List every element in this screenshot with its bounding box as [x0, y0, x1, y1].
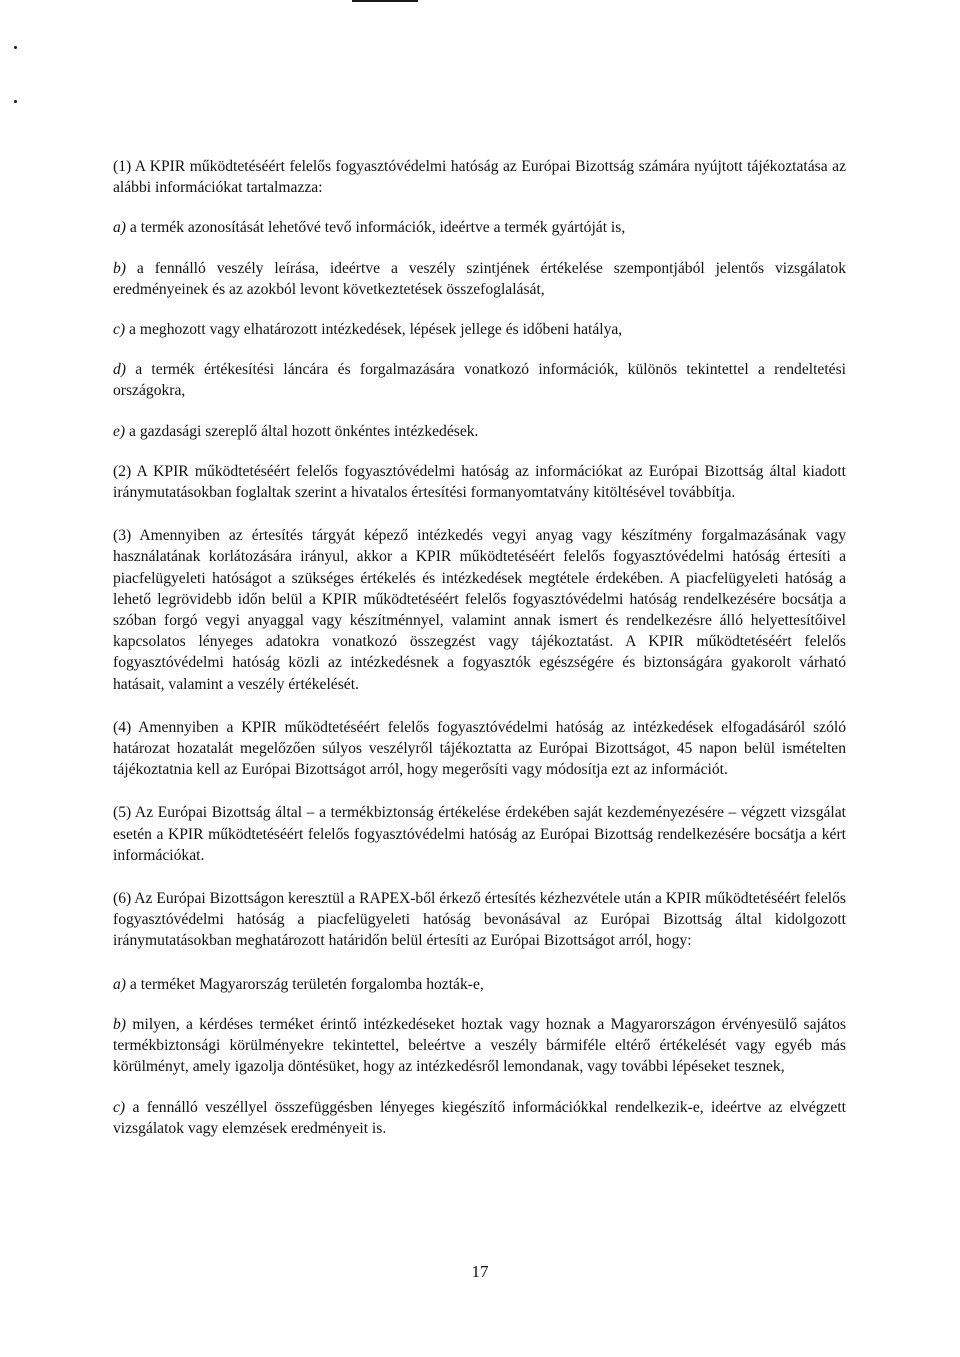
- paragraph-5: (5) Az Európai Bizottság által – a termékbiztonság értékelése érdekében saját kezdeményezésére – végzett vizsgálat esetén a KPIR működtetéséért felelős fogyasztóvédelmi hatóság az Európai Bizottság rendelkezésére bocsátja a kért információkat.: [113, 804, 846, 864]
- list-item-1d: [113, 359, 846, 401]
- item-label: b): [113, 1015, 126, 1033]
- scan-dot: [14, 46, 17, 49]
- item-label: e): [113, 422, 126, 440]
- list-item-1a: [113, 217, 846, 238]
- paragraph-6: (6) Az Európai Bizottságon keresztül a RAPEX-ből érkező értesítés kézhezvétele után a KPIR működtetéséért felelős fogyasztóvédelmi hatóság a piacfelügyeleti hatóság bevonásával az Európai Bizottság által kidolgozott iránymutatásokban meghatározott határidőn belül értesíti az Európai Bizottságot arról, hogy:: [113, 890, 846, 950]
- item-text: a terméket Magyarország területén forgalomba hozták-e,: [126, 975, 484, 993]
- list-item-1c: [113, 319, 846, 340]
- scan-mark-top-bar: [352, 0, 418, 2]
- document-body: [113, 156, 846, 1158]
- item-text: a termék értékesítési láncára és forgalmazására vonatkozó információk, különös tekintettel a rendeltetési országokra,: [113, 361, 846, 400]
- item-text: a termék azonosítását lehetővé tevő információk, ideértve a termék gyártóját is,: [126, 219, 626, 237]
- item-label: c): [113, 321, 126, 339]
- item-label: a): [113, 219, 126, 237]
- item-text: a meghozott vagy elhatározott intézkedések, lépések jellege és időbeni hatálya,: [125, 321, 623, 339]
- item-label: d): [113, 361, 126, 379]
- list-item-6b: [113, 1014, 846, 1078]
- paragraph-2: (2) A KPIR működtetéséért felelős fogyasztóvédelmi hatóság az információkat az Európai Bizottság által kiadott iránymutatásokban foglaltak szerint a hivatalos értesítési formanyomtatvány kitöltésével továbbítja.: [113, 462, 846, 502]
- item-label: b): [113, 259, 126, 277]
- item-text: milyen, a kérdéses terméket érintő intézkedéseket hoztak vagy hoznak a Magyarországon érvényesülő sajátos termékbiztonsági körülményekre tekintettel, beleértve a veszély bármiféle eltérő értékelését vagy egyéb más körülményt, amely igazolja döntésüket, hogy az intézkedésről lemondanak, vagy további lépéseket tesznek,: [113, 1015, 846, 1076]
- item-text: a gazdasági szereplő által hozott önkéntes intézkedések.: [125, 422, 479, 440]
- paragraph-1: (1) A KPIR működtetéséért felelős fogyasztóvédelmi hatóság az Európai Bizottság számára nyújtott tájékoztatása az alábbi információkat tartalmazza:: [113, 158, 846, 197]
- item-text: a fennálló veszély leírása, ideértve a veszély szintjének értékelése szempontjából jelentős vizsgálatok eredményeinek és az azokból levont következtetések összefoglalását,: [113, 259, 846, 298]
- item-label: c): [113, 1098, 126, 1116]
- list-item-1b: [113, 258, 846, 300]
- paragraph-3: (3) Amennyiben az értesítés tárgyát képező intézkedés vegyi anyag vagy készítmény forgalmazásának vagy használatának korlátozására irányul, akkor a KPIR működtetéséért felelős fogyasztóvédelmi hatóság értesíti a piacfelügyeleti hatóságot a szükséges értékelés és intézkedések megtétele érdekében. A piacfelügyeleti hatóság a lehető legrövidebb időn belül a KPIR működtetéséért felelős fogyasztóvédelmi hatóság rendelkezésére bocsátja a szóban forgó vegyi anyaggal vagy készítménnyel, valamint annak ismert és rendelkezésre álló helyettesítőivel kapcsolatos lényeges adatokra vonatkozó összegzést vagy tájékoztatást. A KPIR működtetéséért felelős fogyasztóvédelmi hatóság közli az intézkedésnek a fogyasztók egészségére és biztonságára gyakorolt várható hatásait, valamint a veszély értékelését.: [113, 527, 846, 693]
- list-item-6c: [113, 1097, 846, 1139]
- paragraph-4: (4) Amennyiben a KPIR működtetéséért felelős fogyasztóvédelmi hatóság az intézkedések elfogadásáról szóló határozat hozatalát megelőzően súlyos veszélyről tájékoztatta az Európai Bizottságot, 45 napon belül ismételten tájékoztatnia kell az Európai Bizottságot arról, hogy megerősíti vagy módosítja ezt az információt.: [113, 718, 846, 779]
- item-text: a fennálló veszéllyel összefüggésben lényeges kiegészítő információkkal rendelkezik-e, ideértve az elvégzett vizsgálatok vagy elemzések eredményeit is.: [113, 1098, 846, 1137]
- page-number: 17: [471, 1262, 489, 1281]
- list-item-1e: [113, 421, 846, 442]
- scan-dot: [14, 100, 17, 103]
- list-item-6a: [113, 974, 846, 995]
- item-label: a): [113, 975, 126, 993]
